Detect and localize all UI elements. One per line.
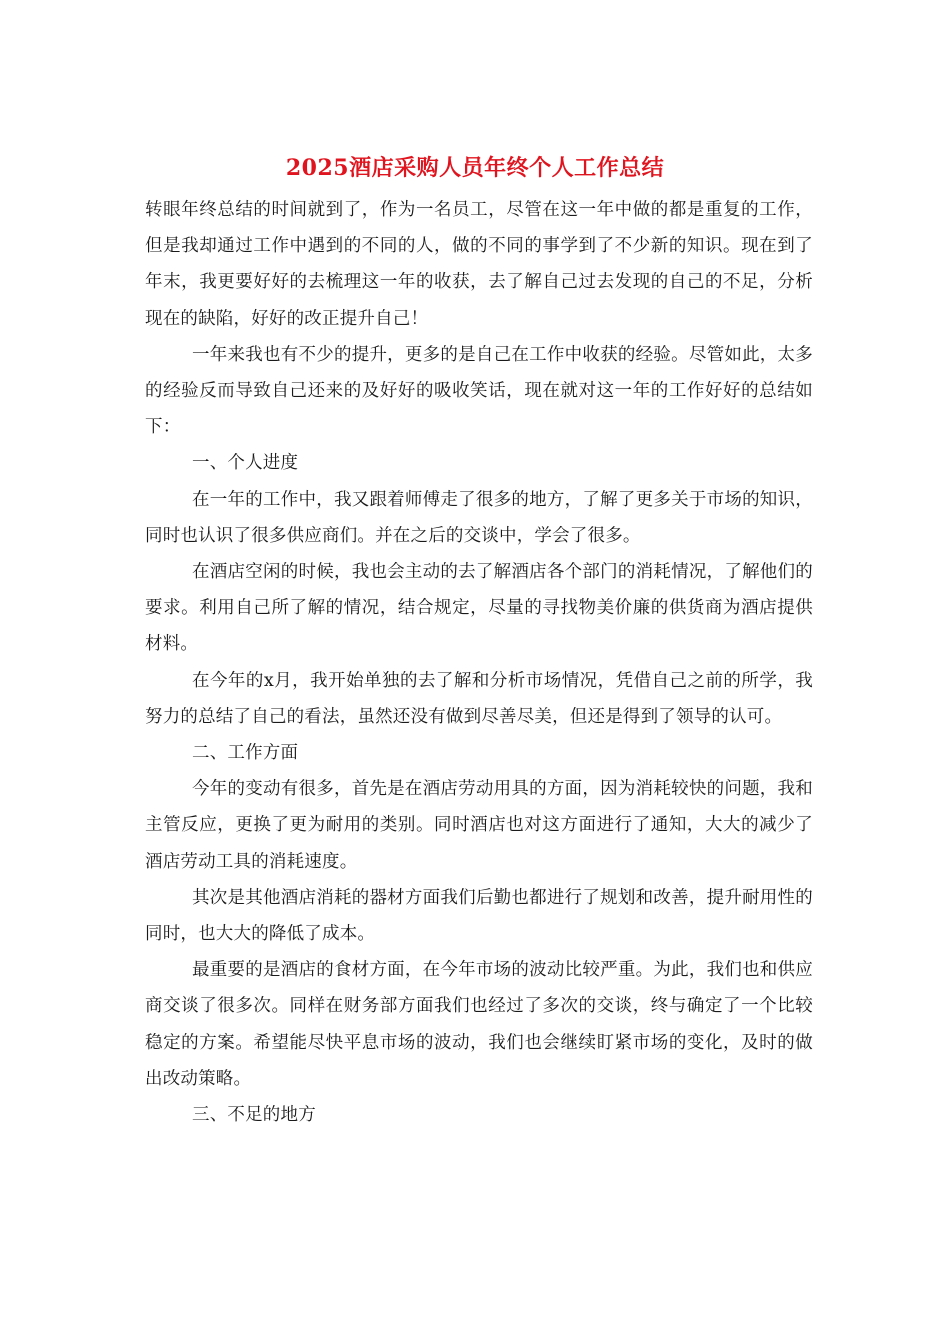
paragraph-summary: 一年来我也有不少的提升，更多的是自己在工作中收获的经验。尽管如此，太多的经验反而导致自己还来的及好好的吸收笑话，现在就对这一年的工作好好的总结如下： (145, 344, 813, 438)
paragraph: 最重要的是酒店的食材方面，在今年市场的波动比较严重。为此，我们也和供应商交谈了很多次。同样在财务部方面我们也经过了多次的交谈，终与确定了一个比较稳定的方案。希望能尽快平息市场的波动，我们也会继续盯紧市场的变化，及时的做出改动策略。 (145, 960, 813, 1089)
paragraph: 在一年的工作中，我又跟着师傅走了很多的地方，了解了更多关于市场的知识，同时也认识了很多供应商们。并在之后的交谈中，学会了很多。 (145, 489, 813, 546)
paragraph: 在今年的x月，我开始单独的去了解和分析市场情况，凭借自己之前的所学，我努力的总结了自己的看法，虽然还没有做到尽善尽美，但还是得到了领导的认可。 (145, 670, 813, 727)
section-heading-personal-progress: 一、个人进度 (192, 453, 299, 474)
section-heading-work: 二、工作方面 (192, 743, 299, 764)
paragraph: 在酒店空闲的时候，我也会主动的去了解酒店各个部门的消耗情况，了解他们的要求。利用自己所了解的情况，结合规定，尽量的寻找物美价廉的供货商为酒店提供材料。 (145, 562, 813, 655)
section-heading-shortcomings: 三、不足的地方 (192, 1105, 316, 1126)
paragraph: 其次是其他酒店消耗的器材方面我们后勤也都进行了规划和改善，提升耐用性的同时，也大大的降低了成本。 (145, 887, 813, 945)
document-title: 2025酒店采购人员年终个人工作总结 (285, 155, 665, 181)
paragraph-intro: 转眼年终总结的时间就到了，作为一名员工，尽管在这一年中做的都是重复的工作，但是我却通过工作中遇到的不同的人，做的不同的事学到了不少新的知识。现在到了年末，我更要好好的去梳理这一年的收获，去了解自己过去发现的自己的不足，分析现在的缺陷，好好的改正提升自己！ (145, 200, 813, 329)
paragraph: 今年的变动有很多，首先是在酒店劳动用具的方面，因为消耗较快的问题，我和主管反应，更换了更为耐用的类别。同时酒店也对这方面进行了通知，大大的减少了酒店劳动工具的消耗速度。 (145, 779, 813, 872)
document-body (145, 192, 813, 1133)
